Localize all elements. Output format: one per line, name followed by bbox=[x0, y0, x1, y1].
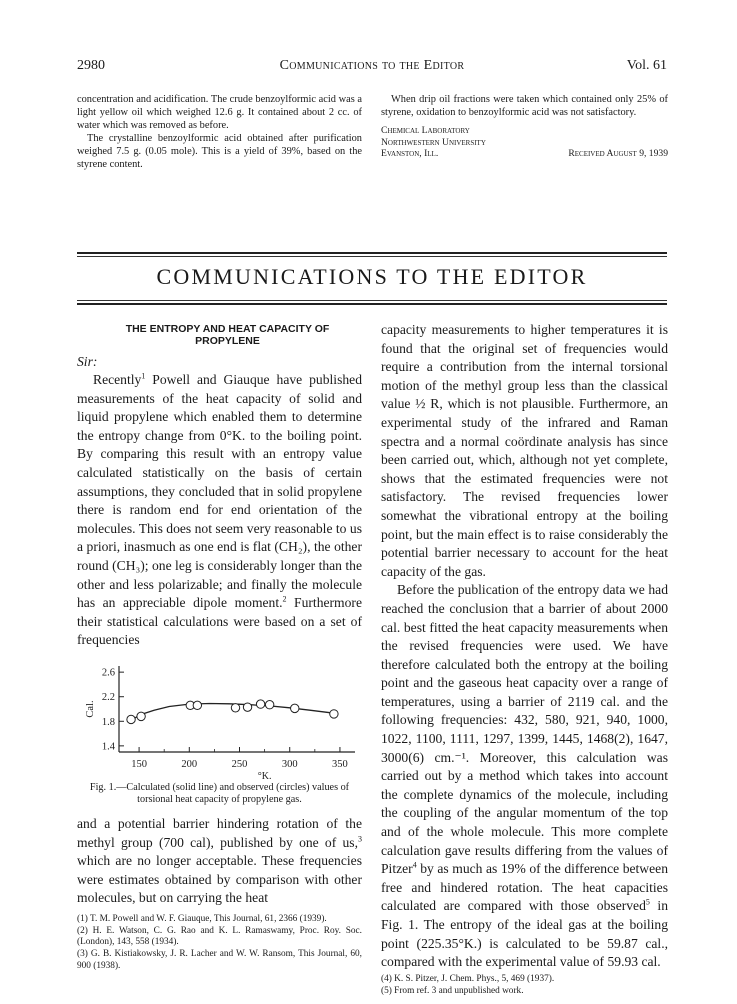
affiliation-line: Northwestern University bbox=[381, 136, 486, 148]
x-axis-label: °K. bbox=[257, 770, 272, 780]
figure-1 bbox=[77, 660, 362, 780]
footnote-ref: 1 bbox=[141, 371, 146, 381]
section-title: COMMUNICATIONS TO THE EDITOR bbox=[156, 264, 588, 289]
text-run: and a potential barrier hindering rotation of the methyl group (700 cal), published by one of us, bbox=[77, 815, 362, 850]
volume-label: Vol. 61 bbox=[626, 58, 667, 73]
continuation-paragraph: concentration and acidification. The crude benzoylformic acid was a light yellow oil which weighed 12.6 g. It contained about 2 cc. of water which was removed as before. bbox=[77, 94, 362, 131]
section-rule-bottom-thin bbox=[77, 300, 667, 301]
y-tick-label: 1.4 bbox=[101, 741, 115, 753]
x-tick-label: 350 bbox=[332, 758, 348, 770]
received-date: Received August 9, 1939 bbox=[568, 148, 668, 159]
continuation-paragraph: The crystalline benzoylformic acid obtained after purification weighed 7.5 g. (0.05 mole). This is a yield of 39%, based on the styrene content. bbox=[77, 133, 362, 170]
affiliation-line: Evanston, Ill. bbox=[381, 148, 439, 159]
x-tick-label: 200 bbox=[181, 758, 198, 770]
footnote: (3) G. B. Kistiakowsky, J. R. Lacher and W. W. Ransom, This Journal, 60, 900 (1938). bbox=[77, 949, 362, 972]
y-tick-label: 1.8 bbox=[101, 716, 115, 728]
y-axis-label: Cal. bbox=[85, 700, 96, 718]
footnote-ref: 4 bbox=[412, 860, 417, 870]
x-tick-label: 300 bbox=[281, 758, 298, 770]
affiliation-block bbox=[381, 125, 668, 160]
text-run: by as much as 19% of the difference between free and hindered rotation. The heat capacities calculated are compared with those observed bbox=[381, 861, 668, 914]
body-paragraph bbox=[77, 371, 362, 650]
footnote-ref: 2 bbox=[282, 594, 287, 604]
observed-point bbox=[231, 703, 239, 711]
footnote-ref: 3 bbox=[358, 833, 362, 843]
observed-point bbox=[193, 701, 201, 709]
article-left-column bbox=[77, 323, 362, 973]
y-tick-label: 2.6 bbox=[101, 667, 115, 679]
continuation-paragraph: When drip oil fractions were taken which contained only 25% of styrene, oxidation to benzoylformic acid was not satisfactory. bbox=[381, 94, 668, 118]
body-paragraph: capacity measurements to higher temperatures it is found that the original set of frequencies would require a contribution from the internal torsional motion of the methyl group less than the classical value ½ R, which is not plausible. Furthermore, an experimental study of the infrared and Raman spectra and a normal coördinate analysis has since been carried out, which, although not yet complete, shows that the estimated frequencies were not satisfactory. The revised frequencies lower somewhat the vibrational entropy at the boiling point, but the main effect is to raise considerably the potential barrier necessary to account for the heat capacity of the gas. bbox=[381, 322, 668, 579]
observed-point bbox=[127, 715, 135, 723]
article-title-line: PROPYLENE bbox=[195, 335, 260, 347]
x-tick-label: 250 bbox=[231, 758, 248, 770]
footnote: (1) T. M. Powell and W. F. Giauque, This Journal, 61, 2366 (1939). bbox=[77, 913, 327, 924]
text-run: in Fig. 1. The entropy of the ideal gas at the boiling point (225.35°K.) is calculated to be 59.87 cal., compared with the experimental value of 59.93 cal. bbox=[381, 898, 668, 970]
observed-point bbox=[256, 700, 264, 708]
text-run: Recently bbox=[93, 372, 142, 387]
x-tick-label: 150 bbox=[131, 758, 147, 770]
observed-point bbox=[330, 710, 338, 718]
figure-caption: Fig. 1.—Calculated (solid line) and observed (circles) values of torsional heat capacity of propylene gas. bbox=[89, 781, 350, 806]
footnotes-left bbox=[77, 914, 362, 973]
footnote: (2) H. E. Watson, C. G. Rao and K. L. Ramaswamy, Proc. Roy. Soc. (London), 143, 558 (1934). bbox=[77, 925, 362, 948]
text-run: which are no longer acceptable. These frequencies were estimates obtained by comparison with other molecules, but on carrying the heat bbox=[77, 853, 362, 906]
section-rule-top-thin bbox=[77, 256, 667, 257]
footnotes-right bbox=[381, 974, 668, 998]
previous-article-left-column bbox=[77, 93, 362, 171]
y-tick-label: 2.2 bbox=[101, 692, 115, 704]
observed-point bbox=[137, 712, 145, 720]
affiliation-line: Chemical Laboratory bbox=[381, 125, 470, 136]
article-title bbox=[93, 323, 362, 347]
observed-point bbox=[243, 703, 251, 711]
running-title: Communications to the Editor bbox=[279, 58, 465, 73]
salutation: Sir: bbox=[77, 354, 98, 369]
heat-capacity-chart bbox=[77, 660, 362, 780]
text-run: Powell and Giauque have published measurements of the heat capacity of solid and liquid propylene which enabled them to determine the entropy change from 0°K. to the boiling point. By comparing this result with an entropy value calculated statistically on the basis of certain assumptions, they concluded that in solid propylene there is random end for end orientation of the molecules. This does not seem very reasonable to us a priori, inasmuch as one end is flat (CH₂), the other round (CH₃); one leg is considerably longer than the other and less polarizable; and finally the molecule has an appreciable dipole moment. bbox=[77, 372, 362, 611]
section-rule-bottom bbox=[77, 303, 667, 305]
page-number: 2980 bbox=[77, 58, 105, 73]
observed-point bbox=[265, 700, 273, 708]
body-paragraph bbox=[77, 815, 362, 908]
text-run: Furthermore their statistical calculations were based on a set of frequencies bbox=[77, 595, 362, 648]
footnote-ref: 5 bbox=[645, 897, 650, 907]
section-rule-top bbox=[77, 252, 667, 254]
footnote: (4) K. S. Pitzer, J. Chem. Phys., 5, 469 (1937). bbox=[381, 973, 555, 984]
article-title-line: THE ENTROPY AND HEAT CAPACITY OF bbox=[125, 323, 330, 335]
previous-article-right-column bbox=[381, 93, 668, 160]
article-right-column bbox=[381, 321, 668, 997]
body-paragraph bbox=[381, 581, 668, 971]
observed-point bbox=[291, 704, 299, 712]
footnote: (5) From ref. 3 and unpublished work. bbox=[381, 985, 524, 996]
text-run: Before the publication of the entropy data we had reached the conclusion that a barrier of about 2000 cal. best fitted the heat capacity measurements when the revised frequencies were used. We have therefore calculated both the entropy at the boiling point and the gaseous heat capacity over a range of temperatures, using a barrier of 2119 cal. and the following frequencies: 432, 580, 921, 940, 1000, 1022, 1100, 1111, 1297, 1399, 1445, 1468(2), 1647, 3000(6) cm.⁻¹. Moreover, this calculation was carried out by a method which takes into account the complete dynamics of the molecule, including the coupling of the angular momentum of the top and of the whole molecule. This more complete calculation gave results differing from the values of Pitzer bbox=[381, 582, 668, 877]
